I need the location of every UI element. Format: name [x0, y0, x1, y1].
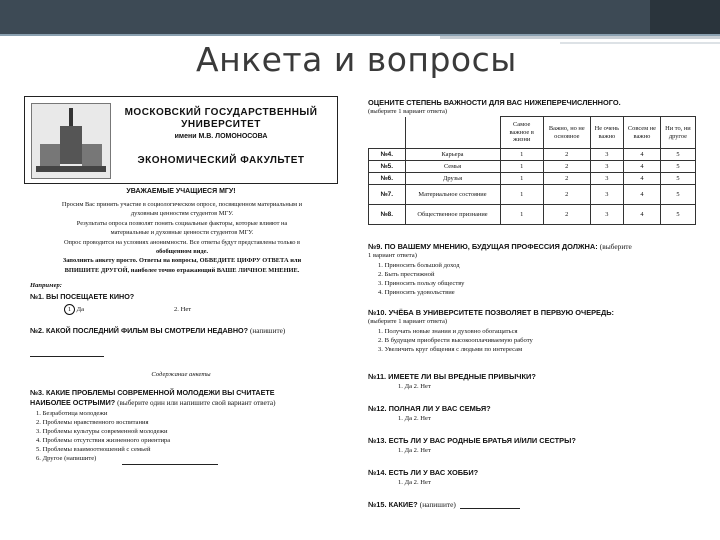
question-15: №15. КАКИЕ? (напишите) [368, 500, 456, 509]
q3-option-6[interactable]: 6. Другое (напишите) [36, 455, 97, 462]
table-row: №4. Карьера 1 2 3 4 5 [369, 149, 696, 161]
rating-cell[interactable]: 2 [543, 185, 590, 205]
decor-line-2 [560, 42, 720, 44]
q9-option-2[interactable]: 2. Быть престижной [378, 271, 435, 278]
importance-title: ОЦЕНИТЕ СТЕПЕНЬ ВАЖНОСТИ ДЛЯ ВАС НИЖЕПЕРЕЧИСЛЕННОГО. [368, 98, 621, 107]
q10-option-3[interactable]: 3. Увеличить круг общения с людьми по интересам [378, 346, 523, 353]
rating-cell[interactable]: 1 [500, 185, 543, 205]
slide-top-bar [0, 0, 720, 36]
table-header-row [369, 117, 696, 149]
q10-hint: (выберите 1 вариант ответа) [368, 318, 448, 325]
col-header: Ни то, ни другое [660, 117, 695, 149]
intro-text: Просим Вас принять участие в социологическом опросе, посвященном материальным и духовным ценностям студентов МГУ. Результаты опроса позволят понять социальные факторы, которые влияют на материальные и духовные ценности студентов МГУ. Опрос проводится на условиях анонимности. Все ответы будут представлены только в обобщенном виде. Заполнить анкету просто. Ответы на вопросы, ОБВЕДИТЕ ЦИФРУ ОТВЕТА или ВПИШИТЕ ДРУГОЙ, наиболее точно отражающий ВАШЕ ЛИЧНОЕ МНЕНИЕ. [61, 201, 303, 274]
q10-option-1[interactable]: 1. Получать новые знания и духовно обогащаться [378, 328, 518, 335]
faculty-name: ЭКОНОМИЧЕСКИЙ ФАКУЛЬТЕТ [137, 155, 305, 166]
university-name-line2: УНИВЕРСИТЕТ [181, 119, 261, 130]
table-row: №8. Общественное признание 1 2 3 4 5 [369, 205, 696, 225]
question-3: №3. КАКИЕ ПРОБЛЕМЫ СОВРЕМЕННОЙ МОЛОДЕЖИ ВЫ СЧИТАЕТЕ [30, 388, 275, 397]
table-row: №7. Материальное состояние 1 2 3 4 5 [369, 185, 696, 205]
q1-answer-no[interactable]: 2. Нет [174, 306, 192, 313]
col-header: Важно, но не основное [543, 117, 590, 149]
rating-cell[interactable]: 5 [660, 205, 695, 225]
table-row: №5. Семья 1 2 3 4 5 [369, 161, 696, 173]
q3-option-1[interactable]: 1. Безработица молодежи [36, 410, 108, 417]
q3-other-line[interactable] [122, 464, 218, 465]
q9-option-3[interactable]: 3. Приносить пользу обществу [378, 280, 465, 287]
example-label: Например: [30, 282, 62, 289]
col-header: Самое важное в жизни [500, 117, 543, 149]
rating-cell[interactable]: 3 [590, 205, 623, 225]
table-row: №6. Друзья 1 2 3 4 5 [369, 173, 696, 185]
q3-option-5[interactable]: 5. Проблемы взаимоотношений с семьей [36, 446, 151, 453]
q11-answers[interactable]: 1. Да 2. Нет [398, 383, 431, 390]
rating-cell[interactable]: 3 [590, 185, 623, 205]
question-11: №11. ИМЕЕТЕ ЛИ ВЫ ВРЕДНЫЕ ПРИВЫЧКИ? [368, 372, 536, 381]
importance-table [368, 116, 696, 225]
questionnaire-page-right [356, 96, 698, 516]
greeting: УВАЖАЕМЫЕ УЧАЩИЕСЯ МГУ! [126, 188, 236, 195]
q12-answers[interactable]: 1. Да 2. Нет [398, 415, 431, 422]
rating-cell[interactable]: 5 [660, 161, 695, 173]
rating-cell[interactable]: 4 [624, 149, 661, 161]
rating-cell[interactable]: 2 [543, 173, 590, 185]
rating-cell[interactable]: 5 [660, 185, 695, 205]
question-13: №13. ЕСТЬ ЛИ У ВАС РОДНЫЕ БРАТЬЯ И/ИЛИ СЕСТРЫ? [368, 436, 576, 445]
col-header: Совсем не важно [624, 117, 661, 149]
question-12: №12. ПОЛНАЯ ЛИ У ВАС СЕМЬЯ? [368, 404, 491, 413]
q15-answer-line[interactable] [460, 508, 520, 509]
q3-option-2[interactable]: 2. Проблемы нравственного воспитания [36, 419, 149, 426]
importance-hint: (выберите 1 вариант ответа) [368, 108, 448, 115]
rating-cell[interactable]: 2 [543, 205, 590, 225]
q2-answer-line[interactable] [30, 356, 104, 357]
question-9: №9. ПО ВАШЕМУ МНЕНИЮ, БУДУЩАЯ ПРОФЕССИЯ ДОЛЖНА: (выберите [368, 242, 632, 251]
rating-cell[interactable]: 4 [624, 161, 661, 173]
rating-cell[interactable]: 4 [624, 205, 661, 225]
rating-cell[interactable]: 1 [500, 161, 543, 173]
q9-option-4[interactable]: 4. Приносить удовольствие [378, 289, 455, 296]
q9-option-1[interactable]: 1. Приносить большой доход [378, 262, 460, 269]
university-named-after: имени М.В. ЛОМОНОСОВА [174, 133, 268, 140]
question-10: №10. УЧЁБА В УНИВЕРСИТЕТЕ ПОЗВОЛЯЕТ В ПЕРВУЮ ОЧЕРЕДЬ: [368, 308, 615, 317]
rating-cell[interactable]: 5 [660, 149, 695, 161]
rating-cell[interactable]: 1 [500, 149, 543, 161]
rating-cell[interactable]: 1 [500, 205, 543, 225]
q1-answer-yes[interactable]: 1 Да [64, 304, 84, 315]
rating-cell[interactable]: 3 [590, 161, 623, 173]
slide-title: Анкета и вопросы [196, 40, 517, 79]
question-2: №2. КАКОЙ ПОСЛЕДНИЙ ФИЛЬМ ВЫ СМОТРЕЛИ НЕДАВНО? (напишите) [30, 326, 286, 335]
rating-cell[interactable]: 4 [624, 185, 661, 205]
q10-option-2[interactable]: 2. В будущем приобрести высокооплачиваемую работу [378, 337, 533, 344]
rating-cell[interactable]: 1 [500, 173, 543, 185]
university-name-line1: МОСКОВСКИЙ ГОСУДАРСТВЕННЫЙ [124, 107, 318, 118]
rating-cell[interactable]: 3 [590, 149, 623, 161]
rating-cell[interactable]: 5 [660, 173, 695, 185]
question-3-line2: НАИБОЛЕЕ ОСТРЫМИ? (выберите один или напишите свой вариант ответа) [30, 398, 276, 407]
q9-hint-line2: 1 вариант ответа) [368, 252, 417, 259]
question-1: №1. ВЫ ПОСЕЩАЕТЕ КИНО? [30, 292, 135, 301]
rating-cell[interactable]: 2 [543, 161, 590, 173]
q3-option-3[interactable]: 3. Проблемы культуры современной молодежи [36, 428, 168, 435]
msu-building-logo [31, 103, 111, 179]
q13-answers[interactable]: 1. Да 2. Нет [398, 447, 431, 454]
q3-option-4[interactable]: 4. Проблемы отсутствия жизненного ориентира [36, 437, 171, 444]
rating-cell[interactable]: 4 [624, 173, 661, 185]
question-14: №14. ЕСТЬ ЛИ У ВАС ХОББИ? [368, 468, 479, 477]
rating-cell[interactable]: 2 [543, 149, 590, 161]
section-heading: Содержание анкеты [151, 371, 211, 378]
circled-answer: 1 [64, 304, 75, 315]
questionnaire-page-left [24, 96, 338, 496]
slide-top-tab [650, 0, 720, 36]
col-header: Не очень важно [590, 117, 623, 149]
questionnaire-header [24, 96, 338, 184]
decor-line [440, 36, 720, 39]
q14-answers[interactable]: 1. Да 2. Нет [398, 479, 431, 486]
rating-cell[interactable]: 3 [590, 173, 623, 185]
